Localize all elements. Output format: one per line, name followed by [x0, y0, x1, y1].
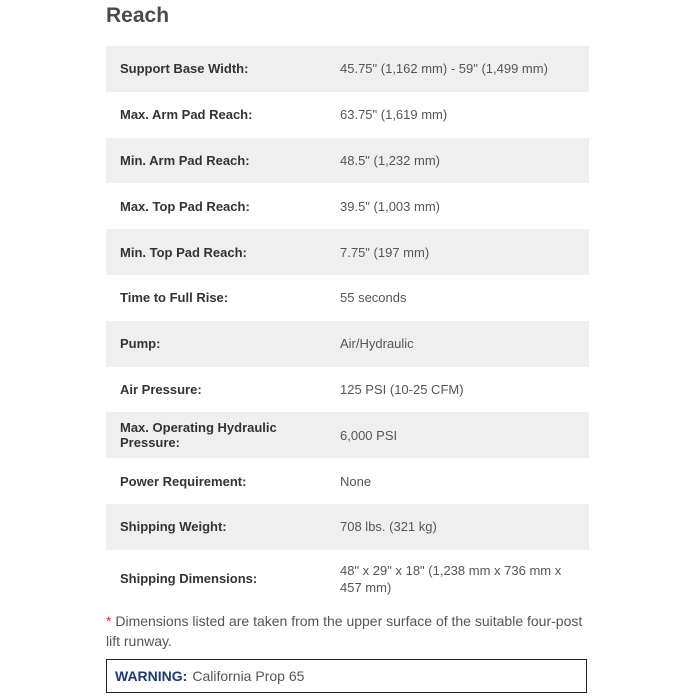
spec-value: 708 lbs. (321 kg): [340, 519, 437, 535]
spec-value: 48.5" (1,232 mm): [340, 152, 440, 168]
spec-label: Min. Top Pad Reach:: [120, 244, 247, 260]
spec-label: Shipping Dimensions:: [120, 571, 258, 587]
spec-value: 125 PSI (10-25 CFM): [340, 381, 464, 397]
spec-row-support-base-width: [106, 46, 589, 92]
spec-value: Air/Hydraulic: [340, 336, 414, 352]
spec-table: [106, 46, 589, 608]
warning-label: WARNING:: [115, 668, 188, 684]
spec-row-pump: [106, 321, 589, 367]
spec-label: Time to Full Rise:: [120, 290, 229, 306]
spec-value: 45.75" (1,162 mm) - 59" (1,499 mm): [340, 61, 548, 77]
spec-label: Shipping Weight:: [120, 519, 227, 535]
spec-row-max-arm-pad-reach: [106, 92, 589, 138]
spec-value: 63.75" (1,619 mm): [340, 107, 448, 123]
spec-label: Max. Operating Hydraulic Pressure:: [120, 420, 277, 451]
spec-row-max-operating-hydraulic-pressure: [106, 412, 589, 458]
spec-value: 39.5" (1,003 mm): [340, 198, 440, 214]
spec-label: Support Base Width:: [120, 61, 249, 77]
footnote: [106, 611, 590, 651]
spec-row-max-top-pad-reach: [106, 183, 589, 229]
spec-label: Air Pressure:: [120, 381, 202, 397]
spec-row-air-pressure: [106, 367, 589, 413]
spec-label: Max. Arm Pad Reach:: [120, 107, 253, 123]
spec-row-shipping-weight: [106, 504, 589, 550]
spec-value: 55 seconds: [340, 290, 407, 306]
spec-row-min-top-pad-reach: [106, 229, 589, 275]
spec-row-min-arm-pad-reach: [106, 138, 589, 184]
spec-row-time-to-full-rise: [106, 275, 589, 321]
spec-row-power-requirement: [106, 458, 589, 504]
warning-box: [106, 659, 587, 693]
spec-value: None: [340, 473, 372, 489]
spec-label: Pump:: [120, 336, 161, 352]
spec-value: 6,000 PSI: [340, 427, 398, 443]
spec-label: Min. Arm Pad Reach:: [120, 152, 250, 168]
footnote-marker: *: [106, 613, 112, 629]
spec-value: 48" x 29" x 18" (1,238 mm x 736 mm x 457 mm): [340, 562, 562, 595]
section-title: Reach: [106, 4, 170, 27]
warning-link[interactable]: California Prop 65: [192, 668, 305, 684]
footnote-text: Dimensions listed are taken from the upper surface of the suitable four-post lift runway.: [106, 613, 583, 649]
spec-value: 7.75" (197 mm): [340, 244, 430, 260]
spec-label: Max. Top Pad Reach:: [120, 198, 250, 214]
spec-row-shipping-dimensions: [106, 550, 589, 608]
spec-label: Power Requirement:: [120, 473, 247, 489]
